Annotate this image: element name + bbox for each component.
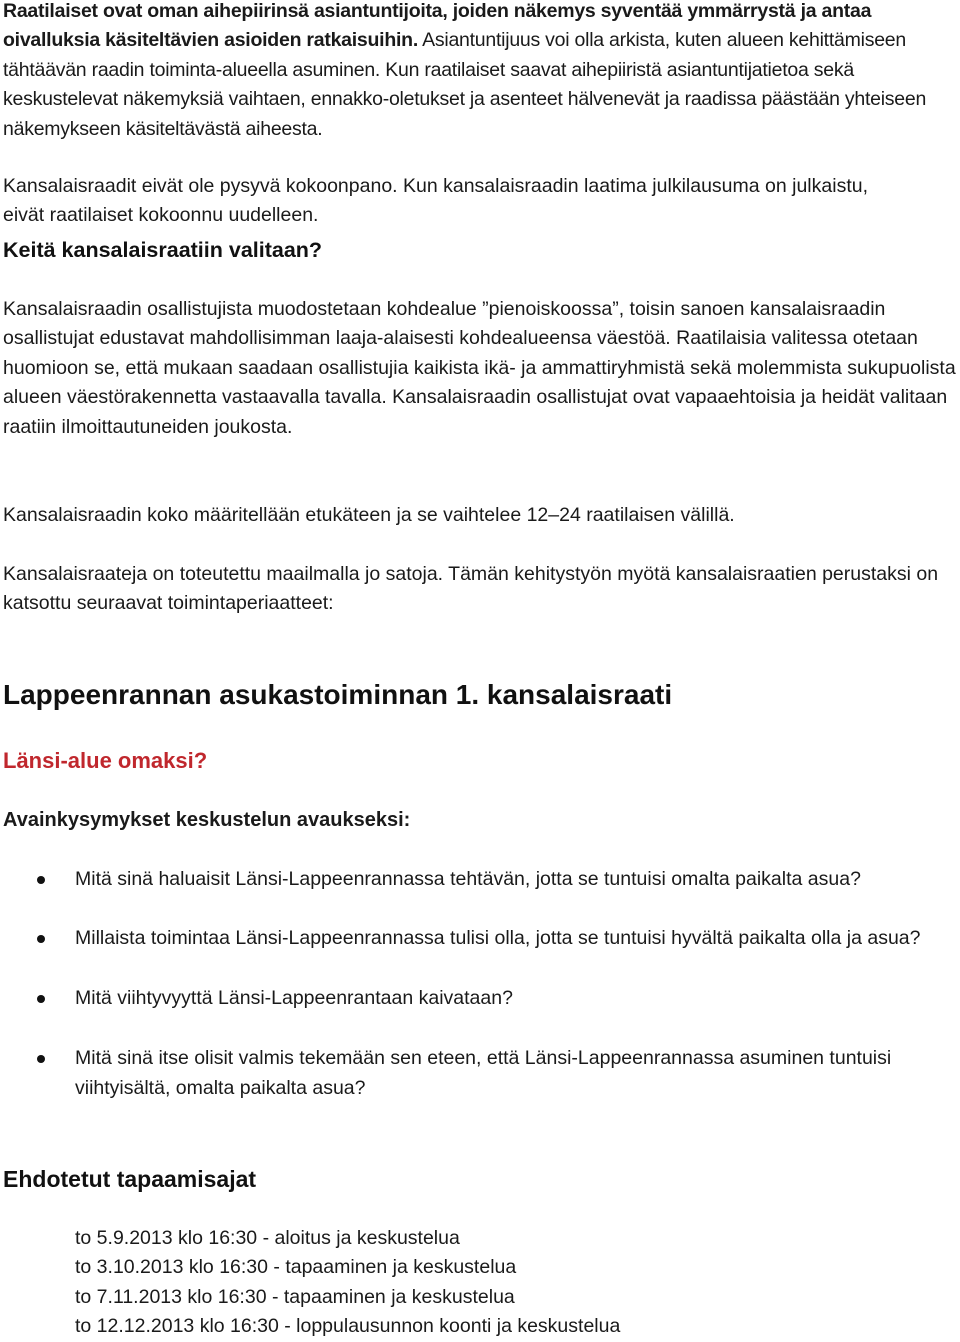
meetings-heading: Ehdotetut tapaamisajat (3, 1166, 257, 1192)
list-item (3, 865, 959, 894)
questions-heading: Avainkysymykset keskustelun avaukseksi: (3, 809, 411, 831)
question-text: Mitä sinä itse olisit valmis tekemään sen eteen, että Länsi-Lappeenrannassa asuminen tuntuisi viihtyisältä, omalta paikalta asua? (75, 1047, 892, 1099)
bullet-icon (37, 1055, 45, 1063)
who-paragraph: Kansalaisraadin osallistujista muodostetaan kohdealue ”pienoiskoossa”, toisin sanoen kansalaisraadin osallistujat edustavat mahdollisimman laaja-alaisesti kohdealueensa väestöä. Raatilaisia valitessa otetaan huomioon se, että mukaan saadaan osallistujia kaikista ikä- ja ammattiryhmistä sekä molemmista sukupuolista alueen väestörakennetta vastaavalla tavalla. Kansalaisraadin osallistujat ovat vapaaehtoisia ja heidät valitaan raatiin ilmoittautuneiden joukosta. (3, 298, 956, 438)
bullet-icon (37, 995, 45, 1003)
questions-list (3, 865, 959, 1103)
meetings-list (3, 1224, 620, 1342)
intro-bold: Raatilaiset ovat oman aihepiirinsä asiantuntijoita, joiden näkemys syventää ymmärrystä ja antaa oivalluksia käsiteltävien asioiden ratkaisuihin. (3, 0, 872, 52)
meeting-item: to 5.9.2013 klo 16:30 - aloitus ja keskustelua (75, 1227, 460, 1249)
meeting-item: to 7.11.2013 klo 16:30 - tapaaminen ja keskustelua (75, 1285, 515, 1308)
intro-paragraph (3, 0, 959, 144)
list-item (3, 1044, 959, 1103)
intro-rest: Asiantuntijuus voi olla arkista, kuten alueen kehittämiseen tähtäävän raadin toiminta-alueella asuminen. Kun raatilaiset saavat aihepiiristä asiantuntijatietoa sekä keskustelevat näkemyksiä vaihtaen, ennakko-oletukset ja asenteet hälvenevät ja raadissa päästään yhteiseen näkemykseen käsiteltävästä aiheesta. (3, 29, 927, 140)
meeting-item: to 12.12.2013 klo 16:30 - loppulausunnon koonti ja keskustelua (75, 1315, 621, 1338)
history-paragraph: Kansalaisraateja on toteutettu maailmalla jo satoja. Tämän kehitystyön myötä kansalaisraatien perustaksi on katsottu seuraavat toimintaperiaatteet: (3, 563, 939, 615)
list-item (3, 924, 959, 953)
bullet-icon (37, 935, 45, 943)
who-heading: Keitä kansalaisraatiin valitaan? (3, 238, 323, 262)
question-text: Mitä viihtyvyyttä Länsi-Lappeenrantaan kaivataan? (75, 986, 513, 1009)
question-text: Mitä sinä haluaisit Länsi-Lappeenrannassa tehtävän, jotta se tuntuisi omalta paikalta asua? (75, 868, 861, 890)
not-permanent-paragraph: Kansalaisraadit eivät ole pysyvä kokoonpano. Kun kansalaisraadin laatima julkilausuma on julkaistu, eivät raatilaiset kokoonnu uudelleen. (3, 175, 868, 227)
bullet-icon (37, 876, 45, 884)
question-text: Millaista toimintaa Länsi-Lappeenrannassa tulisi olla, jotta se tuntuisi hyvältä paikalta olla ja asua? (75, 927, 921, 950)
subtitle: Länsi-alue omaksi? (3, 748, 208, 773)
main-title: Lappeenrannan asukastoiminnan 1. kansalaisraati (3, 679, 673, 710)
meeting-item: to 3.10.2013 klo 16:30 - tapaaminen ja keskustelua (75, 1256, 517, 1279)
list-item (3, 984, 959, 1013)
size-paragraph: Kansalaisraadin koko määritellään etukäteen ja se vaihtelee 12–24 raatilaisen välillä. (3, 504, 735, 526)
